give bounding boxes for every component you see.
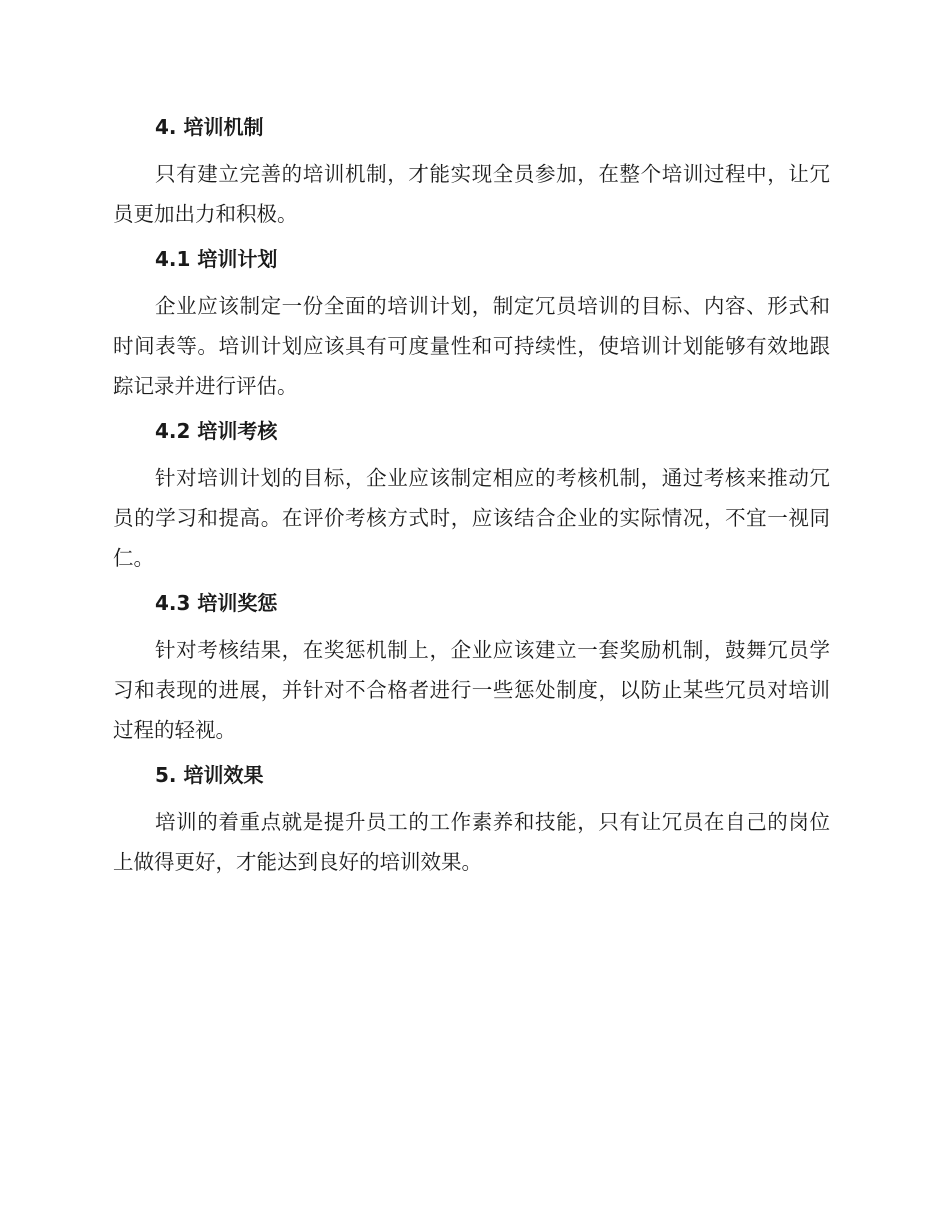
document-body xyxy=(113,108,830,882)
section-heading-training-effect: 5. 培训效果 xyxy=(155,763,264,787)
section-heading-training-mechanism: 4. 培训机制 xyxy=(155,115,264,139)
section-paragraph-training-effect: 培训的着重点就是提升员工的工作素养和技能，只有让冗员在自己的岗位上做得更好，才能达到良好的培训效果。 xyxy=(113,810,830,874)
section-heading-training-rewards: 4.3 培训奖惩 xyxy=(155,591,278,615)
section-paragraph-training-mechanism: 只有建立完善的培训机制，才能实现全员参加，在整个培训过程中，让冗员更加出力和积极。 xyxy=(113,162,830,226)
section-heading-training-assessment: 4.2 培训考核 xyxy=(155,419,278,443)
section-paragraph-training-assessment: 针对培训计划的目标，企业应该制定相应的考核机制，通过考核来推动冗员的学习和提高。在评价考核方式时，应该结合企业的实际情况，不宜一视同仁。 xyxy=(113,466,830,570)
section-heading-training-plan: 4.1 培训计划 xyxy=(155,247,278,271)
section-paragraph-training-rewards: 针对考核结果，在奖惩机制上，企业应该建立一套奖励机制，鼓舞冗员学习和表现的进展，并针对不合格者进行一些惩处制度，以防止某些冗员对培训过程的轻视。 xyxy=(113,638,830,742)
section-paragraph-training-plan: 企业应该制定一份全面的培训计划，制定冗员培训的目标、内容、形式和时间表等。培训计划应该具有可度量性和可持续性，使培训计划能够有效地跟踪记录并进行评估。 xyxy=(113,294,830,398)
